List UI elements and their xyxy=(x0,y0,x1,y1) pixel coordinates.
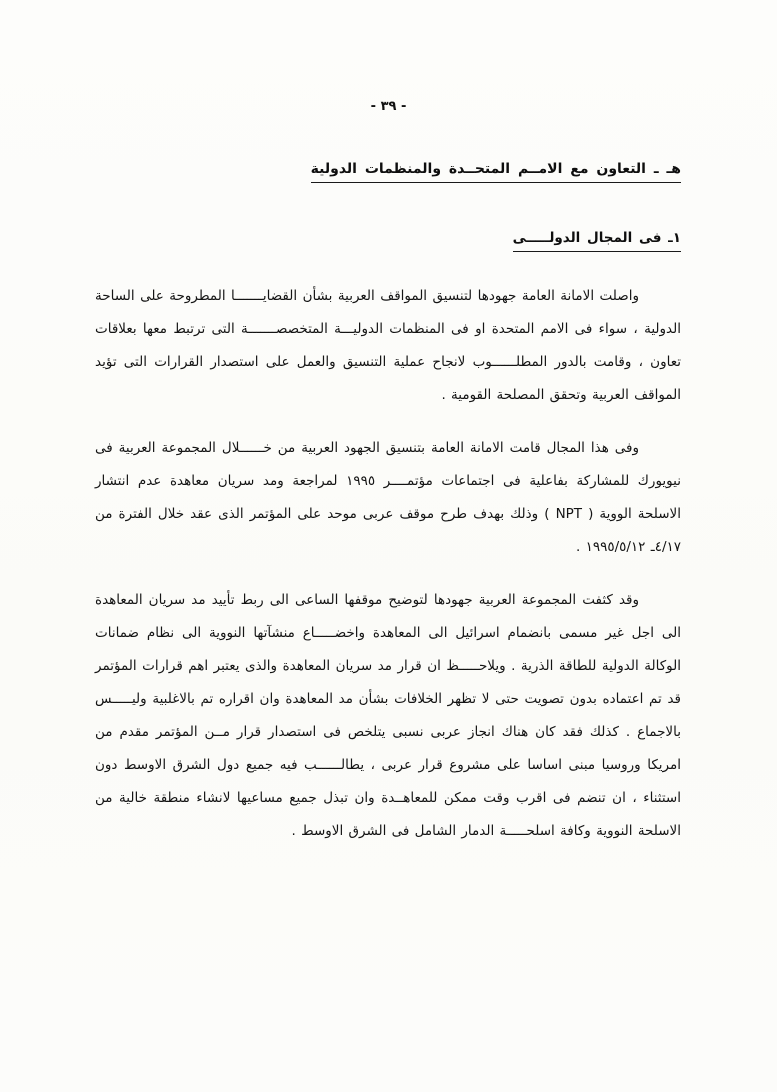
page-number: - ٣٩ - xyxy=(370,99,407,114)
paragraph-1: واصلت الامانة العامة جهودها لتنسيق المواقف العربية بشأن القضايـــــــا المطروحة على الساحة الدولية ، سواء فى الامم المتحدة او فى المنظمات الدوليـــة المتخصصـــــــة التى ترتبط معها بعلاقات تعاون ، وقامت بالدور المطلــــــوب لانجاح عملية التنسيق والعمل على استصدار القرارات التى تؤيد المواقف العربية وتحقق المصلحة القومية . xyxy=(95,288,681,403)
subsection-heading: ١ـ فى المجال الدولـــــى xyxy=(513,230,681,252)
subsection-heading-row xyxy=(95,227,681,252)
section-heading-row xyxy=(95,158,681,183)
paragraph-3: وقد كثفت المجموعة العربية جهودها لتوضيح موقفها الساعى الى ربط تأييد مد سريان المعاهدة الى اجل غير مسمى بانضمام اسرائيل الى المعاهدة واخضـــــاع منشآتها النووية الى نظام ضمانات الوكالة الدولية للطاقة الذرية . ويلاحـــــظ ان قرار مد سريان المعاهدة والذى يعتبر اهم قرارات المؤتمر قد تم اعتماده بدون تصويت حتى لا تظهر الخلافات بشأن مد المعاهدة وان اقراره تم بالاغلبية وليـــــس بالاجماع . كذلك فقد كان هناك انجاز عربى نسبى يتلخص فى استصدار قرار مــن المؤتمر مقدم من امريكا وروسيا مبنى اساسا على مشروع قرار عربى ، يطالــــــب فيه جميع دول الشرق الاوسط دون استثناء ، ان تنضم فى اقرب وقت ممكن للمعاهــدة وان تبذل جميع مساعيها لانشاء منطقة خالية من الاسلحة النووية وكافة اسلحـــــة الدمار الشامل فى الشرق الاوسط . xyxy=(95,592,681,839)
paragraph-2: وفى هذا المجال قامت الامانة العامة بتنسيق الجهود العربية من خــــــلال المجموعة العربية فى نيويورك للمشاركة بفاعلية فى اجتماعات مؤتمــــر ١٩٩٥ لمراجعة ومد سريان معاهدة عدم انتشار الاسلحة الووية ( NPT ) وذلك بهدف طرح موقف عربى موحد على المؤتمر الذى عقد خلال الفترة من ٤/١٧ـ ١٩٩٥/٥/١٢ . xyxy=(95,440,681,555)
section-heading: هـ ـ التعاون مع الامــم المتحــدة والمنظمات الدولية xyxy=(311,161,681,183)
document-content xyxy=(95,158,681,848)
